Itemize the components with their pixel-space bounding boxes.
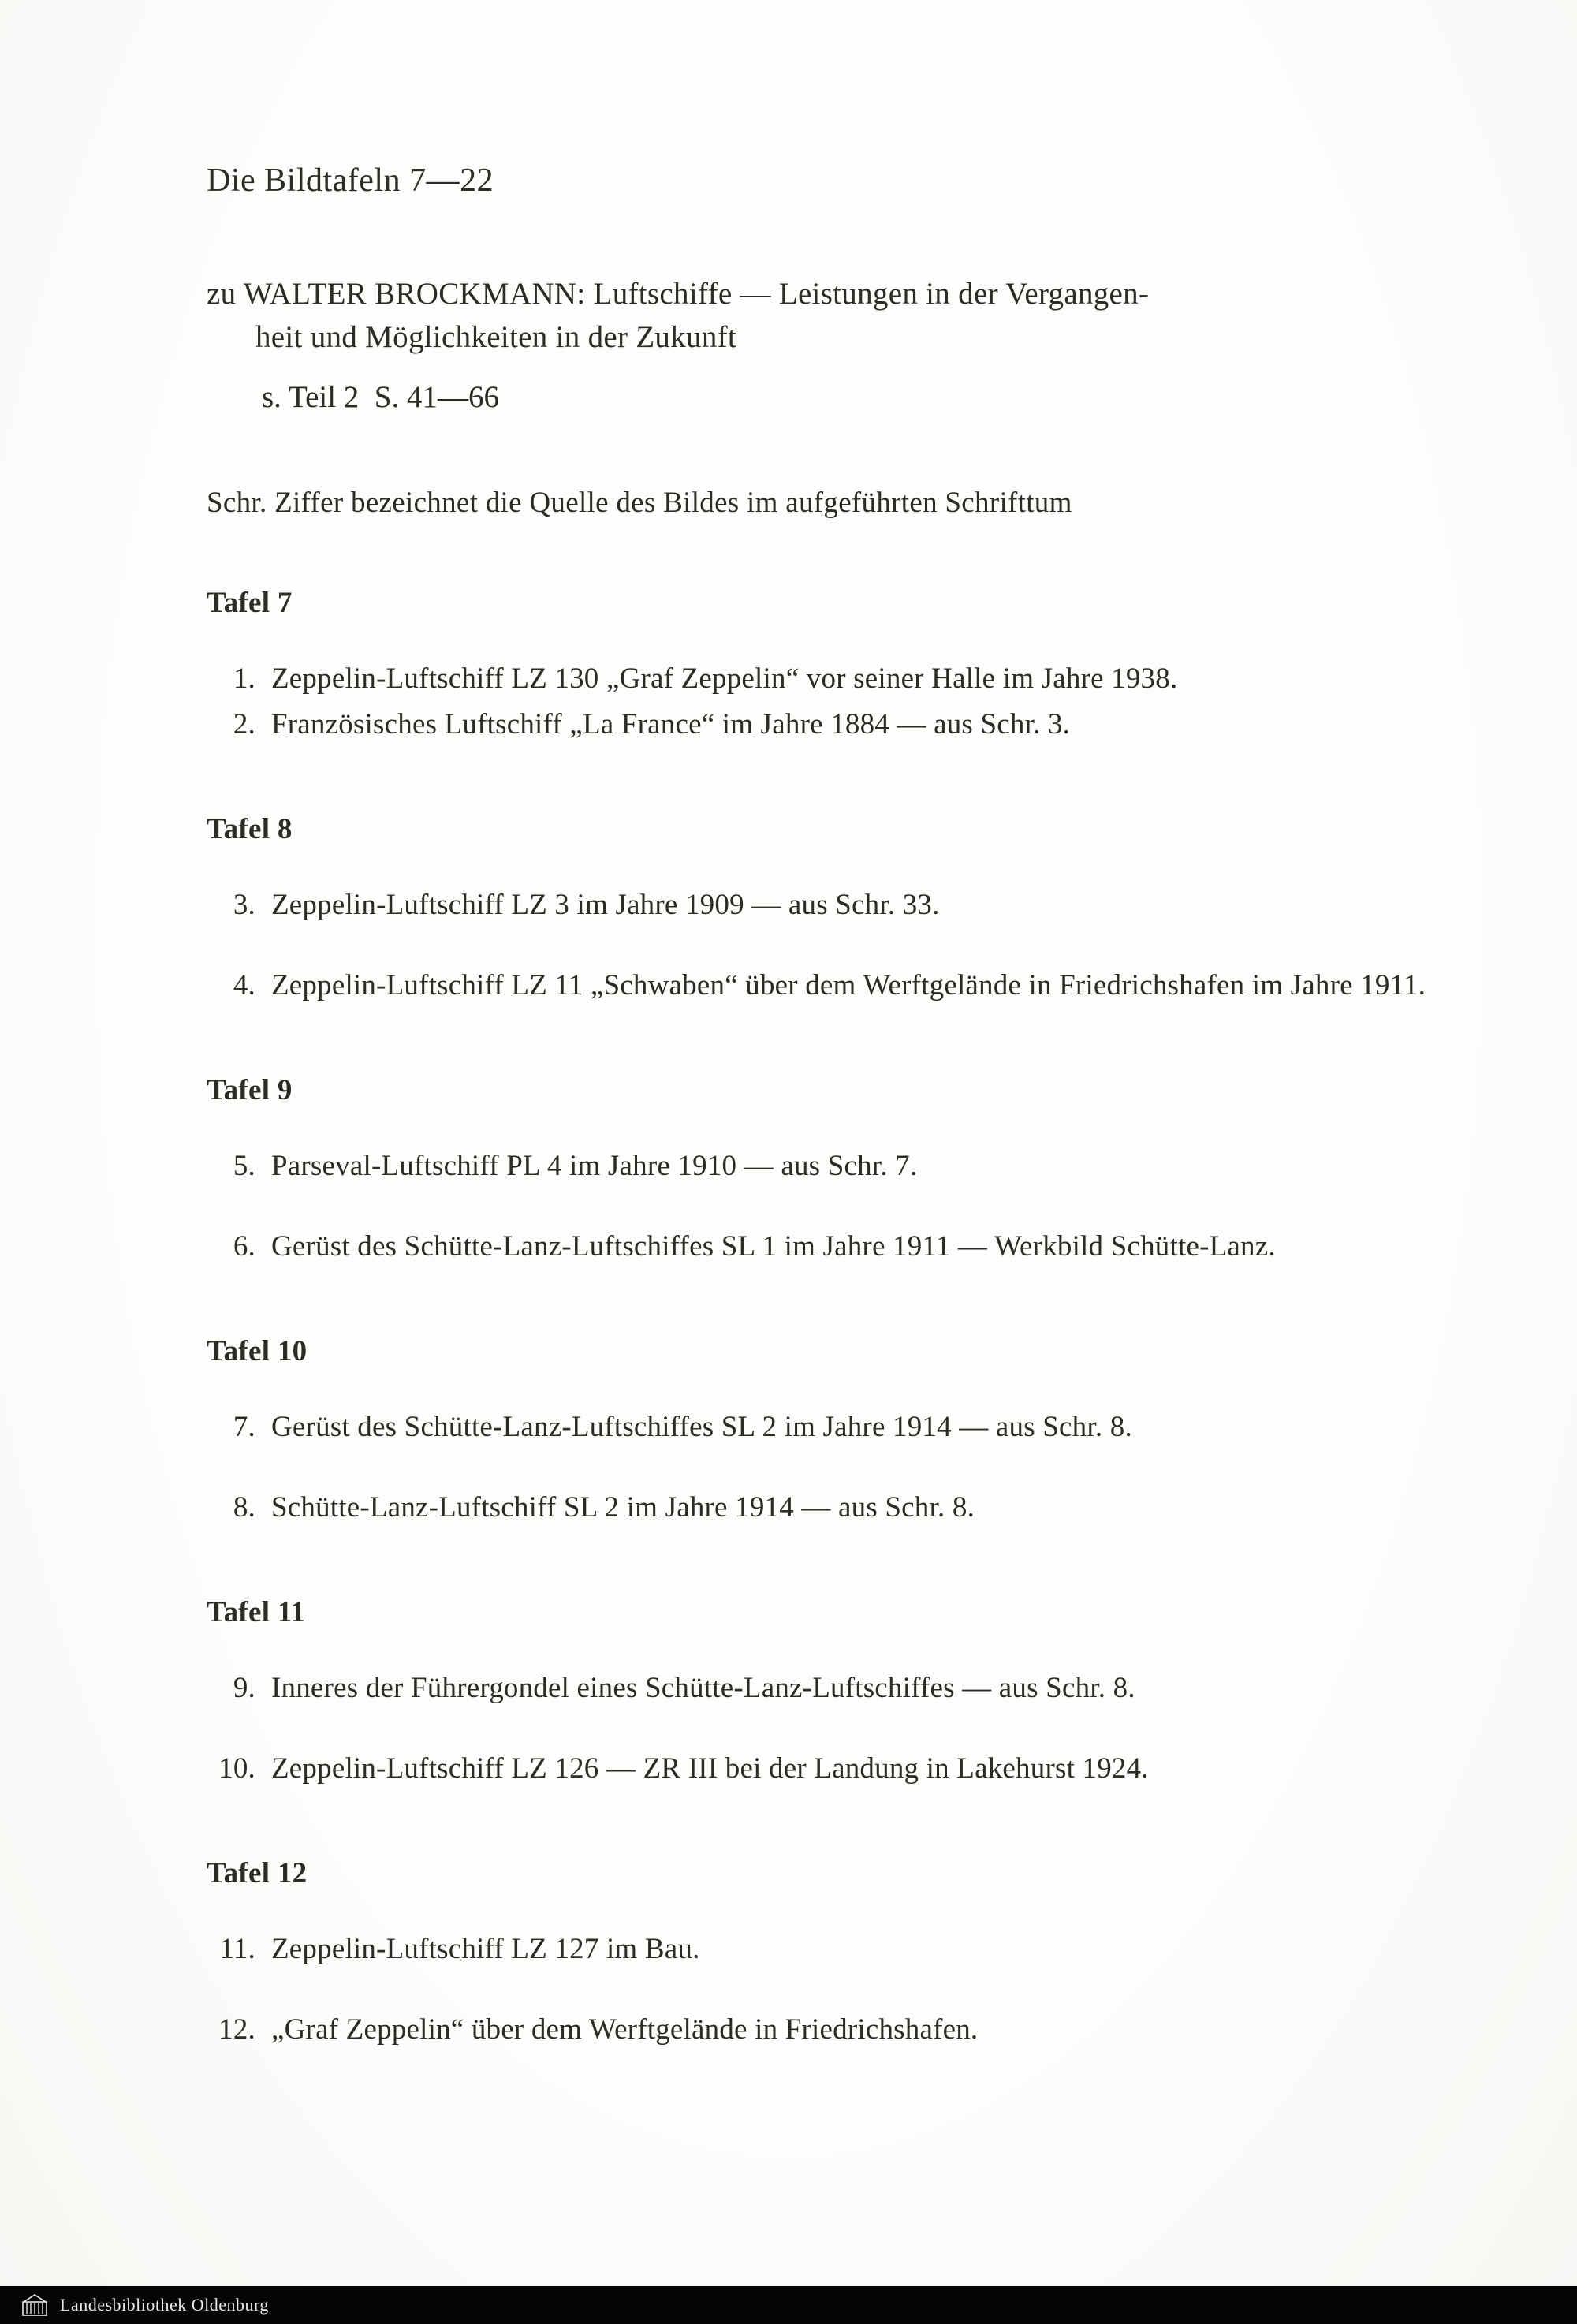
list-item — [207, 1928, 1476, 1971]
list-item — [207, 1225, 1476, 1268]
item-number: 11. — [219, 1933, 255, 1965]
item-number: 7. — [233, 1411, 255, 1443]
list-item — [207, 884, 1476, 927]
article-reference-line1: zu WALTER BROCKMANN: Luftschiffe — Leistungen in der Vergangen- — [207, 277, 1150, 311]
item-number: 9. — [233, 1672, 255, 1704]
article-reference — [207, 272, 1476, 359]
item-text: Zeppelin-Luftschiff LZ 126 — ZR III bei der Landung in Lakehurst 1924. — [271, 1752, 1149, 1785]
list-item — [207, 1145, 1476, 1188]
library-logo-icon — [21, 2292, 49, 2318]
section-heading: Tafel 7 — [207, 587, 293, 619]
section-heading: Tafel 10 — [207, 1335, 308, 1367]
section-tafel-10 — [207, 1334, 1476, 1529]
item-text: Zeppelin-Luftschiff LZ 3 im Jahre 1909 — aus Schr. 33. — [271, 889, 940, 921]
item-text: Französisches Luftschiff „La France“ im Jahre 1884 — aus Schr. 3. — [271, 708, 1071, 740]
source-note: Schr. Ziffer bezeichnet die Quelle des Bildes im aufgeführten Schrifttum — [207, 487, 1072, 519]
part-page-reference: s. Teil 2 S. 41—66 — [262, 380, 499, 414]
list-item — [207, 703, 1476, 746]
item-number: 3. — [233, 889, 255, 921]
item-number: 5. — [233, 1150, 255, 1182]
section-tafel-12 — [207, 1856, 1476, 2051]
item-text: Zeppelin-Luftschiff LZ 130 „Graf Zeppelin“ vor seiner Halle im Jahre 1938. — [271, 662, 1178, 695]
list-item — [207, 1487, 1476, 1529]
list-item — [207, 1748, 1476, 1790]
item-number: 4. — [233, 969, 255, 1002]
list-item — [207, 658, 1476, 700]
section-tafel-9 — [207, 1073, 1476, 1268]
item-text: Schütte-Lanz-Luftschiff SL 2 im Jahre 1914 — aus Schr. 8. — [271, 1491, 975, 1524]
section-heading: Tafel 8 — [207, 813, 293, 845]
item-number: 12. — [218, 2013, 255, 2046]
article-reference-line2: heit und Möglichkeiten in der Zukunft — [255, 320, 737, 354]
item-text: Parseval-Luftschiff PL 4 im Jahre 1910 — aus Schr. 7. — [271, 1150, 918, 1182]
list-item — [207, 1667, 1476, 1710]
item-text: Gerüst des Schütte-Lanz-Luftschiffes SL 1 im Jahre 1911 — Werkbild Schütte-Lanz. — [271, 1230, 1276, 1263]
list-item — [207, 964, 1476, 1007]
library-name: Landesbibliothek Oldenburg — [60, 2295, 269, 2315]
item-text: Zeppelin-Luftschiff LZ 127 im Bau. — [271, 1933, 700, 1965]
item-text: Zeppelin-Luftschiff LZ 11 „Schwaben“ über dem Werftgelände in Friedrichshafen im Jahre 1911. — [271, 969, 1426, 1002]
item-number: 6. — [233, 1230, 255, 1263]
list-item — [207, 1406, 1476, 1449]
section-heading: Tafel 12 — [207, 1857, 308, 1889]
section-heading: Tafel 9 — [207, 1074, 293, 1106]
library-footer-bar — [0, 2286, 1577, 2324]
item-text: Gerüst des Schütte-Lanz-Luftschiffes SL 2 im Jahre 1914 — aus Schr. 8. — [271, 1411, 1132, 1443]
item-number: 10. — [218, 1752, 255, 1785]
section-heading: Tafel 11 — [207, 1596, 306, 1628]
section-tafel-11 — [207, 1595, 1476, 1790]
page-title: Die Bildtafeln 7—22 — [207, 162, 494, 199]
page-content — [207, 162, 1476, 2051]
item-number: 8. — [233, 1491, 255, 1524]
list-item — [207, 2009, 1476, 2051]
section-tafel-7 — [207, 586, 1476, 746]
item-number: 1. — [233, 662, 255, 695]
item-text: Inneres der Führergondel eines Schütte-Lanz-Luftschiffes — aus Schr. 8. — [271, 1672, 1135, 1704]
item-text: „Graf Zeppelin“ über dem Werftgelände in Friedrichshafen. — [271, 2013, 979, 2046]
section-tafel-8 — [207, 812, 1476, 1007]
item-number: 2. — [233, 708, 255, 740]
